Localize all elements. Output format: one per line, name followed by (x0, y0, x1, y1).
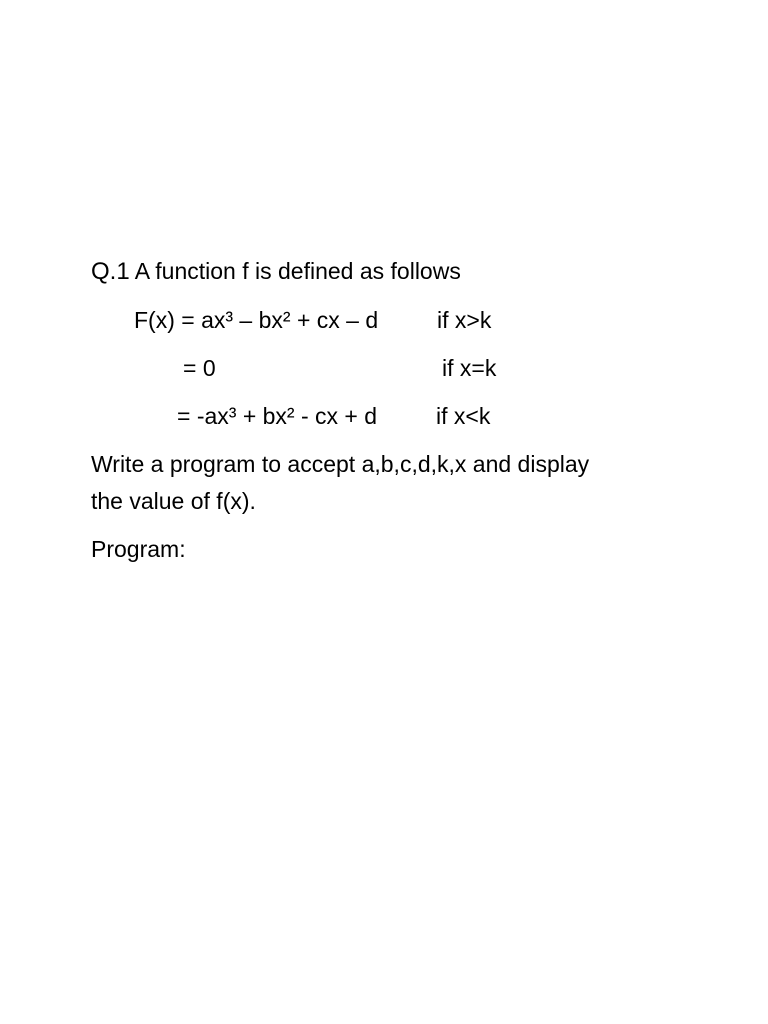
task-line-1: Write a program to accept a,b,c,d,k,x and display (91, 451, 590, 477)
case-3-condition: if x<k (436, 403, 491, 429)
question-heading (91, 256, 461, 287)
question-number: Q.1 (91, 258, 130, 285)
case-1-expression: F(x) = ax³ – bx² + cx – d (134, 307, 379, 333)
case-1-condition: if x>k (437, 307, 492, 333)
case-2-expression: = 0 (183, 355, 216, 381)
case-3-expression: = -ax³ + bx² - cx + d (177, 403, 378, 429)
program-label: Program: (91, 536, 186, 562)
case-2-condition: if x=k (442, 355, 497, 381)
question-intro: A function f is defined as follows (129, 258, 461, 284)
task-line-2: the value of f(x). (91, 488, 256, 514)
